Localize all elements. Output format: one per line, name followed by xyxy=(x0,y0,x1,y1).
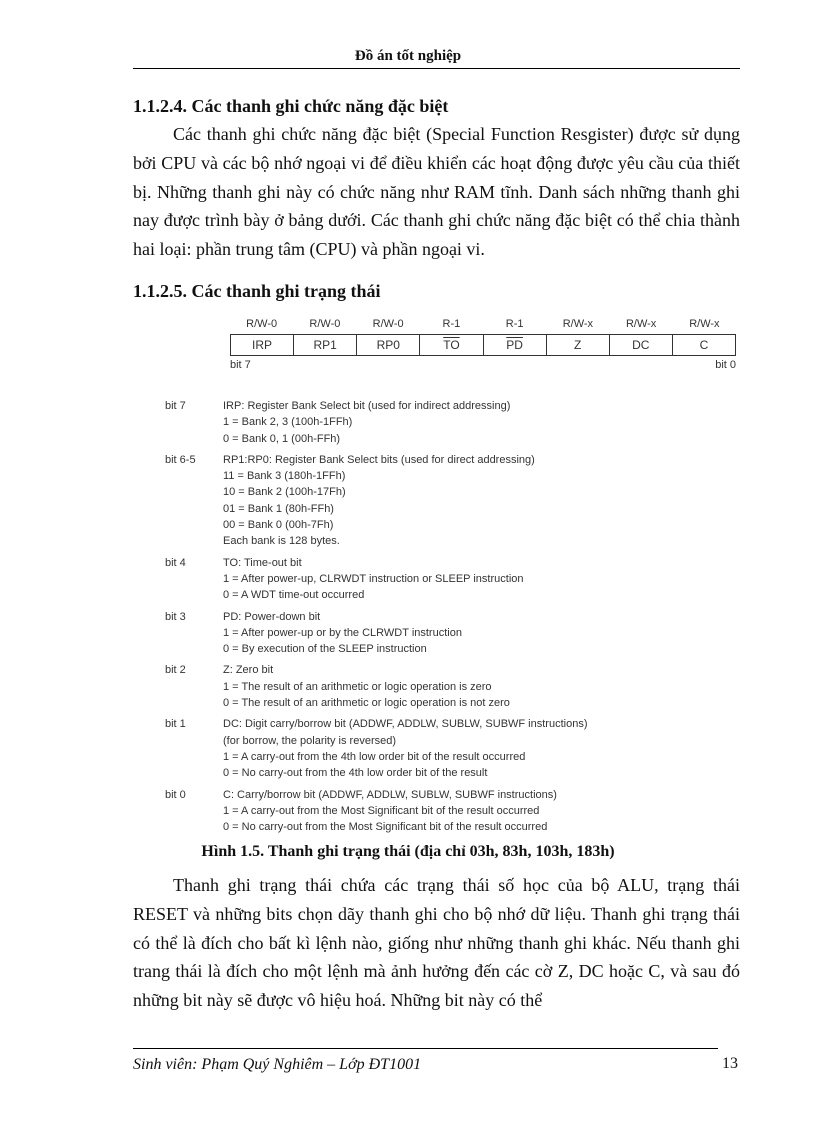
bit-line: 10 = Bank 2 (100h-17Fh) xyxy=(223,486,346,499)
access-cell: R/W-x xyxy=(689,318,720,330)
bit-line: 1 = The result of an arithmetic or logic operation is zero xyxy=(223,680,492,693)
bit-label: bit 2 xyxy=(165,664,186,677)
bit-line: 11 = Bank 3 (180h-1FFh) xyxy=(223,470,346,483)
bit-name-cell: RP0 xyxy=(357,335,420,355)
bit-line: (for borrow, the polarity is reversed) xyxy=(223,734,397,747)
bit-label: bit 6-5 xyxy=(165,453,196,466)
bit-description-row xyxy=(165,787,745,836)
bit-label: bit 1 xyxy=(165,718,186,731)
paragraph-status-register: Thanh ghi trạng thái chứa các trạng thái số học của bộ ALU, trạng thái RESET và những bits chọn dãy thanh ghi cho bộ nhớ dữ liệu. Thanh ghi trạng thái có thể là đích cho bất kì lệnh nào, giống như những thanh ghi khác. Nếu thanh ghi trang thái là đích cho một lệnh mà ảnh hưởng đến các cờ Z, DC hoặc C, và sau đó những bit này sẽ được vô hiệu hoá. Những bit này có thể xyxy=(133,875,740,1011)
bit-name-cell: $\overline{TO}$ xyxy=(420,335,483,355)
status-register-figure xyxy=(165,318,745,833)
access-cell: R-1 xyxy=(442,318,461,330)
bit-title: IRP: Register Bank Select bit (used for indirect addressing) xyxy=(223,400,511,412)
bit-line: 1 = Bank 2, 3 (100h-1FFh) xyxy=(223,416,353,429)
bit-low-label: bit 0 xyxy=(715,359,736,371)
bit-line: 00 = Bank 0 (00h-7Fh) xyxy=(223,519,334,532)
bit-description-row xyxy=(165,452,745,550)
bit-title: PD: Power-down bit xyxy=(223,610,321,623)
bit-label: bit 7 xyxy=(165,400,186,412)
bit-label: bit 3 xyxy=(165,610,186,623)
register-access-row xyxy=(230,318,736,334)
bit-description-row xyxy=(165,555,745,604)
page-number: 13 xyxy=(722,1055,738,1072)
bit-name-cell: C xyxy=(699,338,709,352)
section-title-special-registers: 1.1.2.4. Các thanh ghi chức năng đặc biệt xyxy=(133,96,449,116)
page-header-title: Đồ án tốt nghiệp xyxy=(354,48,462,64)
bit-line: 0 = By execution of the SLEEP instruction xyxy=(223,643,427,656)
bit-range-labels xyxy=(230,359,736,371)
section-title-status-registers: 1.1.2.5. Các thanh ghi trạng thái xyxy=(133,281,381,301)
bit-title: TO: Time-out bit xyxy=(223,556,302,569)
bit-line: 1 = A carry-out from the Most Significant bit of the result occurred xyxy=(223,804,540,817)
bit-line: 0 = No carry-out from the 4th low order bit of the result xyxy=(223,767,488,780)
bit-line: 1 = After power-up, CLRWDT instruction or SLEEP instruction xyxy=(223,572,524,585)
bit-name-cell: DC xyxy=(610,335,673,355)
bit-description-row xyxy=(165,398,745,447)
access-cell: R-1 xyxy=(505,318,524,330)
bit-title: C: Carry/borrow bit (ADDWF, ADDLW, SUBLW, SUBWF instructions) xyxy=(223,788,557,801)
bit-line: 1 = A carry-out from the 4th low order bit of the result occurred xyxy=(223,750,526,763)
header-divider xyxy=(133,68,740,69)
footer-divider xyxy=(133,1048,718,1049)
footer-author: Sinh viên: Phạm Quý Nghiêm – Lớp ĐT1001 xyxy=(133,1056,422,1073)
register-bit-table xyxy=(230,318,736,371)
bit-label: bit 0 xyxy=(165,788,186,801)
access-cell: R/W-x xyxy=(562,318,594,330)
register-name-row xyxy=(230,334,736,356)
bit-title: RP1:RP0: Register Bank Select bits (used for direct addressing) xyxy=(223,453,535,466)
bit-line: 0 = No carry-out from the Most Significant bit of the result occurred xyxy=(223,821,548,834)
bit-descriptions xyxy=(165,398,745,840)
bit-name-cell: Z xyxy=(547,335,610,355)
bit-name-cell: $\overline{PD}$ xyxy=(484,335,547,355)
access-cell: R/W-0 xyxy=(309,318,341,330)
access-cell: R/W-0 xyxy=(246,318,278,330)
bit-name-cell: RP1 xyxy=(294,335,357,355)
bit-description-row xyxy=(165,609,745,658)
bit-high-label: bit 7 xyxy=(230,359,251,371)
bit-line: 0 = The result of an arithmetic or logic operation is not zero xyxy=(223,697,510,710)
access-cell: R/W-0 xyxy=(372,318,404,330)
paragraph-special-registers: Các thanh ghi chức năng đặc biệt (Special Function Resgister) được sử dụng bởi CPU và các bộ nhớ ngoại vi để điều khiển các hoạt động được yêu cầu của thiết bị. Những thanh ghi này có chức năng như RAM tĩnh. Danh sách những thanh ghi nay được trình bày ở bảng dưới. Các thanh ghi chức năng đặc biệt có thể chia thành hai loại: phần trung tâm (CPU) và phần ngoại vi. xyxy=(133,124,740,260)
bit-label: bit 4 xyxy=(165,556,186,569)
bit-name-cell: IRP xyxy=(231,335,294,355)
bit-description-row xyxy=(165,716,745,781)
bit-line: 01 = Bank 1 (80h-FFh) xyxy=(223,502,334,515)
bit-description-row xyxy=(165,662,745,711)
bit-title: DC: Digit carry/borrow bit (ADDWF, ADDLW, SUBLW, SUBWF instructions) xyxy=(223,718,588,731)
bit-line: 0 = Bank 0, 1 (00h-FFh) xyxy=(223,432,341,445)
bit-title: Z: Zero bit xyxy=(223,664,274,677)
bit-line: Each bank is 128 bytes. xyxy=(223,535,340,548)
access-cell: R/W-x xyxy=(625,318,657,330)
figure-caption: Hình 1.5. Thanh ghi trạng thái (địa chỉ 03h, 83h, 103h, 183h) xyxy=(201,843,615,860)
bit-line: 0 = A WDT time-out occurred xyxy=(223,589,365,602)
bit-line: 1 = After power-up or by the CLRWDT instruction xyxy=(223,626,462,639)
